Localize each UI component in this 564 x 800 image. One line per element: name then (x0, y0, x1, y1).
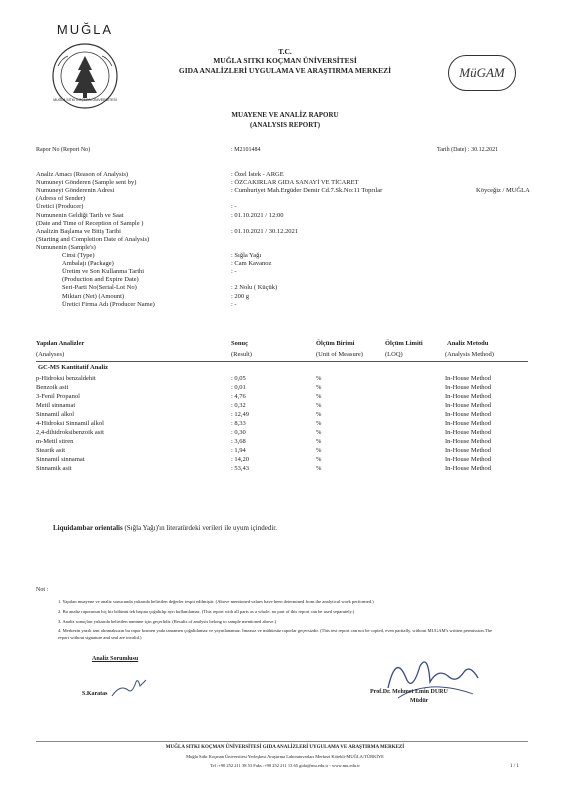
info-value: : 01.10.2021 / 12:00 (231, 211, 284, 219)
analyte-name: Stearik asit (36, 447, 66, 454)
director-name: Prof.Dr. Mehmet Emin DURU (370, 689, 448, 695)
col-sub-loq: (LOQ) (385, 351, 403, 358)
analyst-name: S.Karatas (82, 691, 108, 697)
footer-line3: Tel :+90 252 211 38 53 Faks :+90 252 211 13 65 gida@mu.edu.tr - www.mu.edu.tr (210, 763, 360, 768)
report-date: Tarih (Date) : 30.12.2021 (437, 147, 499, 153)
analyst-title: Analiz Sorumlusu (92, 656, 139, 662)
table-row (36, 419, 536, 428)
unit-value: % (316, 465, 322, 472)
method-value: In-House Method (445, 420, 492, 427)
table-row (36, 410, 536, 419)
info-label: (Production and Expire Date) (62, 276, 139, 284)
col-sub-method: (Analysis Method) (445, 351, 494, 358)
info-label: (Adress of Sender) (36, 195, 86, 203)
university-logo (40, 20, 130, 110)
unit-value: % (316, 411, 322, 418)
footer-line1: MUĞLA SITKI KOÇMAN ÜNİVERSİTESİ GIDA ANALİZLERİ UYGULAMA VE ARAŞTIRMA MERKEZİ (165, 745, 405, 750)
result-value: : 0,01 (231, 384, 246, 391)
method-value: In-House Method (445, 384, 492, 391)
result-value: : 0,32 (231, 402, 246, 409)
col-sub-unit: (Unit of Measure) (316, 351, 363, 358)
unit-value: % (316, 438, 322, 445)
method-value: In-House Method (445, 465, 492, 472)
info-label: Miktarı (Net) (Amount) (62, 292, 125, 300)
table-header-divider (36, 361, 528, 362)
result-value: : 53,43 (231, 465, 250, 472)
info-label: Analiz Amacı (Reason of Analysis) (36, 171, 129, 178)
note-3: 3. Analiz sonuçları yukarıda belirtilen numune için geçerlidir. (Results of analysis belong to sample mentioned above.) (58, 619, 277, 624)
method-value: In-House Method (445, 456, 492, 463)
unit-value: % (316, 447, 322, 454)
info-value: : - (231, 268, 237, 276)
table-row (36, 374, 536, 383)
info-label: Üretici (Producer) (36, 203, 84, 211)
footer-line2: Muğla Sıtkı Koçman Üniversitesi Yerleşkesi Araştırma Laboratuvarları Merkezi Kötekli-MUĞLA/TÜRKİYE (186, 754, 384, 759)
col-sub-result: (Result) (231, 351, 252, 358)
analyte-name: 3-Fenil Propanol (36, 393, 80, 400)
info-value: : Özel İstek - ARGE (231, 171, 284, 178)
unit-value: % (316, 402, 322, 409)
info-label: Cinsi (Type) (62, 252, 95, 259)
info-value: : - (231, 203, 237, 211)
info-label: Numunenin Geldiği Tarih ve Saat (36, 211, 124, 219)
analyte-name: m-Metil stiren (36, 438, 74, 445)
report-no-label: Rapor No (Report No) (36, 147, 91, 153)
analyte-name: Sinnamil sinnamat (36, 456, 85, 463)
analyte-name: Sinnamik asit (36, 465, 72, 472)
info-value: : 2 Nolu ( Küçük) (231, 284, 278, 292)
notes-title: Not : (36, 587, 49, 593)
analyte-name: p-Hidroksi benzaldehit (36, 375, 96, 382)
info-value: : 200 g (231, 292, 250, 300)
footer-divider (36, 741, 528, 742)
unit-value: % (316, 456, 322, 463)
note-2: 2. Bu analiz raporunun hiç bir bölümü tek başına çoğaltılıp ayrı kullanılamaz. (This report with all parts as a whole, no part of this report can be used separately.) (58, 609, 355, 614)
info-label: Numuneyi Gönderen (Sample sent by) (36, 179, 137, 187)
col-header-analyses: Yapılan Analizler (36, 340, 85, 347)
result-value: : 3,68 (231, 438, 246, 445)
page-number: 1 / 1 (510, 764, 519, 769)
method-value: In-House Method (445, 411, 492, 418)
info-extra: Köyceğiz / MUĞLA (476, 187, 530, 195)
report-title-en: (ANALYSIS REPORT) (249, 121, 321, 129)
col-sub-analyses: (Analyses) (36, 351, 65, 358)
result-value: : 8,33 (231, 420, 246, 427)
info-value: : Sığla Yağı (231, 252, 262, 259)
mugam-logo: MüGAM (448, 55, 516, 91)
method-value: In-House Method (445, 393, 492, 400)
report-no-value: : M2101484 (231, 147, 261, 153)
report-title: MUAYENE VE ANALİZ RAPORU (231, 111, 339, 119)
info-label: Numuneyi Gönderenin Adresi (36, 187, 115, 195)
info-label: Ambalajı (Package) (62, 260, 114, 268)
director-signature-icon (378, 648, 488, 708)
analyte-name: 2,4-dihidroksibenzoik asit (36, 429, 104, 436)
table-section-title: GC-MS Kantitatif Analiz (38, 364, 109, 371)
method-value: In-House Method (445, 447, 492, 454)
col-header-method: Analiz Metodu (447, 340, 489, 347)
analyte-name: Sinnamil alkol (36, 411, 75, 418)
method-value: In-House Method (445, 438, 492, 445)
logo-text: MUĞLA (56, 22, 114, 37)
note-4: 4. Merkezin yazılı izni alınmaksızın bu rapor kısmen yada tamamen çoğaltılamaz ve yayınlanamaz. İmzasız ve mühürsüz raporlar geçersizdir. (This test report can not be copied, even partially, without MUGAM's written permission.The report without signature and seal are invalid.) (58, 628, 492, 640)
result-value: : 14,20 (231, 456, 250, 463)
info-label: (Date and Time of Reception of Sample ) (36, 219, 144, 227)
col-header-loq: Ölçüm Limiti (385, 340, 423, 347)
info-label: (Starting and Completion Date of Analysis) (36, 235, 150, 243)
info-label: Numunenin (Sample's) (36, 243, 96, 251)
conclusion-text: (Sığla Yağı)'ın literatürdeki verileri ile uyum içindedir. (122, 524, 277, 532)
method-value: In-House Method (445, 402, 492, 409)
result-value: : 1,94 (231, 447, 246, 454)
info-label: Üretici Firma Adı (Producer Name) (62, 300, 155, 308)
director-title: Müdür (410, 698, 429, 704)
table-row (36, 437, 536, 446)
result-value: : 0,30 (231, 429, 246, 436)
analyte-name: Metil sinnamat (36, 402, 76, 409)
info-label: Üretim ve Son Kullanma Tarihi (62, 268, 145, 276)
result-value: : 4,76 (231, 393, 246, 400)
col-header-unit: Ölçüm Birimi (316, 340, 355, 347)
table-row (36, 446, 536, 455)
table-row (36, 428, 536, 437)
header-tc: T.C. (278, 47, 292, 56)
table-row (36, 455, 536, 464)
table-row (36, 392, 536, 401)
header-center: GIDA ANALİZLERİ UYGULAMA VE ARAŞTIRMA MERKEZİ (178, 66, 392, 75)
info-value: : 01.10.2021 / 30.12.2021 (231, 227, 298, 235)
info-value: : - (231, 300, 237, 308)
analyst-signature-icon (110, 676, 150, 702)
unit-value: % (316, 375, 322, 382)
method-value: In-House Method (445, 429, 492, 436)
unit-value: % (316, 384, 322, 391)
unit-value: % (316, 429, 322, 436)
unit-value: % (316, 393, 322, 400)
conclusion (53, 524, 277, 533)
col-header-result: Sonuç (231, 340, 248, 347)
logo-ring-text: MUĞLA SITKI KOÇMAN ÜNİVERSİTESİ (53, 98, 117, 102)
note-1: 1. Yapılan muayene ve analiz sonucunda yukarıda belirtilen değerler tespit edilmiştir. (Above mentioned values have been determined from the analytical work performed.) (58, 599, 374, 604)
info-value: : ÖZCAKIRLAR GIDA SANAYİ VE TİCARET (231, 179, 359, 187)
method-value: In-House Method (445, 375, 492, 382)
unit-value: % (316, 420, 322, 427)
header-university: MUĞLA SITKI KOÇMAN ÜNİVERSİTESİ (213, 56, 357, 65)
analyte-name: Benzoik asit (36, 384, 69, 391)
info-label: Analizin Başlama ve Bitiş Tarihi (36, 227, 121, 235)
info-value: : Cam Kavanoz (231, 260, 272, 268)
conclusion-species: Liquidambar orientalis (53, 524, 123, 532)
table-row (36, 401, 536, 410)
info-label: Seri-Parti No(Serial-Lot No) (62, 284, 137, 292)
table-row (36, 464, 536, 473)
result-value: : 12,49 (231, 411, 250, 418)
result-value: : 0,05 (231, 375, 246, 382)
analyte-name: 4-Hidroksi Sinnamil alkol (36, 420, 104, 427)
table-row (36, 383, 536, 392)
info-row (36, 300, 536, 309)
info-value: : Cumhuriyet Mah.Ergüder Demir Cd.7.Sk.No:11 Toprılar (231, 187, 383, 195)
